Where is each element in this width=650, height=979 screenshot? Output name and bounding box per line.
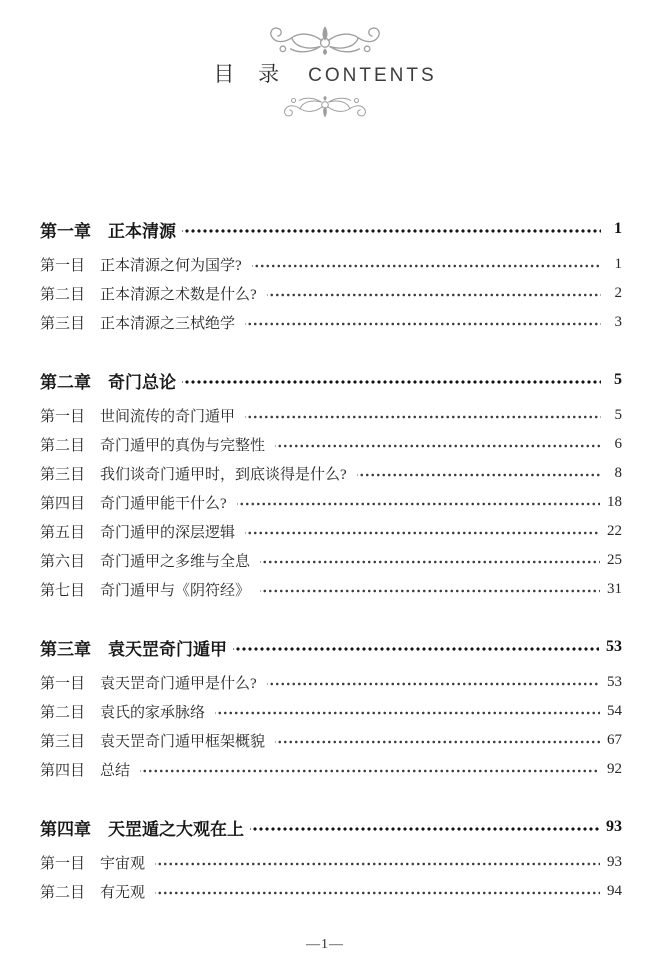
title-english: CONTENTS: [308, 65, 437, 86]
toc-item-row: [40, 575, 622, 604]
page-number: 93: [607, 854, 622, 870]
dot-leader: [182, 210, 601, 248]
page-number: 67: [607, 732, 622, 748]
dot-leader: [155, 848, 600, 877]
item-title: 奇门遁甲与《阴符经》: [100, 583, 251, 599]
toc-item-row: [40, 517, 622, 546]
page-number: 8: [614, 465, 622, 481]
toc-item-row: [40, 488, 622, 517]
dot-leader: [250, 808, 599, 846]
toc-chapter-row: [40, 808, 622, 846]
chapter-number: 第四章: [40, 819, 91, 839]
dot-leader: [275, 430, 601, 459]
item-number: 第三目: [40, 316, 86, 332]
page-number: 1: [614, 256, 622, 272]
item-number: 第一目: [40, 258, 86, 274]
page-number: 54: [607, 703, 622, 719]
toc-header: [0, 0, 650, 119]
page-number: 92: [607, 761, 622, 777]
item-number: 第二目: [40, 287, 86, 303]
chapter-title: 袁天罡奇门遁甲: [108, 639, 227, 659]
item-number: 第六目: [40, 554, 86, 570]
page-number: 94: [607, 883, 622, 899]
page-number: 53: [606, 638, 622, 655]
item-title: 总结: [100, 763, 131, 779]
page-number: 1: [614, 220, 622, 237]
chapter-title: 正本清源: [108, 221, 176, 241]
toc-item-row: [40, 668, 622, 697]
dot-leader: [237, 488, 600, 517]
toc-item-row: [40, 459, 622, 488]
toc-item-row: [40, 726, 622, 755]
dot-leader: [245, 517, 600, 546]
chapter-number: 第一章: [40, 221, 91, 241]
chapter-number: 第三章: [40, 639, 91, 659]
chapter-title: 奇门总论: [108, 372, 176, 392]
dot-leader: [260, 546, 600, 575]
toc-item-row: [40, 755, 622, 784]
item-title: 正本清源之术数是什么?: [100, 287, 257, 303]
folio-page-number: —1—: [306, 937, 344, 952]
item-title: 正本清源之三栻绝学: [100, 316, 236, 332]
item-title: 奇门遁甲能干什么?: [100, 496, 227, 512]
toc-item-row: [40, 279, 622, 308]
item-number: 第二目: [40, 438, 86, 454]
toc-item-row: [40, 430, 622, 459]
page-number: 5: [614, 371, 622, 388]
dot-leader: [233, 628, 599, 666]
dot-leader: [357, 459, 601, 488]
item-title: 奇门遁甲的深层逻辑: [100, 525, 236, 541]
toc-item-row: [40, 877, 622, 906]
item-number: 第五目: [40, 525, 86, 541]
toc-item-row: [40, 250, 622, 279]
page-number: 2: [614, 285, 622, 301]
item-title: 宇宙观: [100, 856, 146, 872]
page-title: [0, 61, 650, 90]
page-number: 53: [607, 674, 622, 690]
page-number: 6: [614, 436, 622, 452]
item-number: 第四目: [40, 763, 86, 779]
toc-item-row: [40, 697, 622, 726]
dot-leader: [245, 401, 601, 430]
title-chinese: 目 录: [213, 63, 289, 86]
chapter-number: 第二章: [40, 372, 91, 392]
page-number: 18: [607, 494, 622, 510]
chapter-title: 天罡遁之大观在上: [108, 819, 244, 839]
toc-item-row: [40, 546, 622, 575]
page-number: 25: [607, 552, 622, 568]
dot-leader: [215, 697, 600, 726]
page-number: 22: [607, 523, 622, 539]
item-number: 第四目: [40, 496, 86, 512]
toc-chapter-row: [40, 210, 622, 248]
item-number: 第三目: [40, 467, 86, 483]
item-number: 第一目: [40, 409, 86, 425]
item-title: 袁天罡奇门遁甲是什么?: [100, 676, 257, 692]
dot-leader: [252, 250, 601, 279]
item-title: 世间流传的奇门遁甲: [100, 409, 236, 425]
dot-leader: [182, 361, 601, 399]
item-title: 正本清源之何为国学?: [100, 258, 242, 274]
dot-leader: [245, 308, 601, 337]
toc-chapter-row: [40, 361, 622, 399]
item-title: 奇门遁甲的真伪与完整性: [100, 438, 266, 454]
item-number: 第二目: [40, 705, 86, 721]
item-title: 我们谈奇门遁甲时，到底谈得是什么?: [100, 467, 347, 483]
toc-item-row: [40, 308, 622, 337]
dot-leader: [260, 575, 600, 604]
item-title: 有无观: [100, 885, 146, 901]
item-number: 第二目: [40, 885, 86, 901]
item-title: 袁天罡奇门遁甲框架概貌: [100, 734, 266, 750]
dot-leader: [155, 877, 600, 906]
dot-leader: [140, 755, 600, 784]
page-number: 3: [614, 314, 622, 330]
item-number: 第三目: [40, 734, 86, 750]
item-number: 第七目: [40, 583, 86, 599]
page-number: 5: [614, 407, 622, 423]
item-title: 奇门遁甲之多维与全息: [100, 554, 251, 570]
toc-item-row: [40, 848, 622, 877]
item-title: 袁氏的家承脉络: [100, 705, 206, 721]
dot-leader: [275, 726, 600, 755]
flourish-ornament-icon: [264, 22, 386, 58]
page-number: 31: [607, 581, 622, 597]
toc-chapter-row: [40, 628, 622, 666]
dot-leader: [267, 279, 601, 308]
dot-leader: [267, 668, 600, 697]
item-number: 第一目: [40, 856, 86, 872]
table-of-contents: [40, 210, 622, 906]
item-number: 第一目: [40, 676, 86, 692]
page-number: 93: [606, 818, 622, 835]
flourish-ornament-icon: [276, 95, 374, 119]
toc-item-row: [40, 401, 622, 430]
